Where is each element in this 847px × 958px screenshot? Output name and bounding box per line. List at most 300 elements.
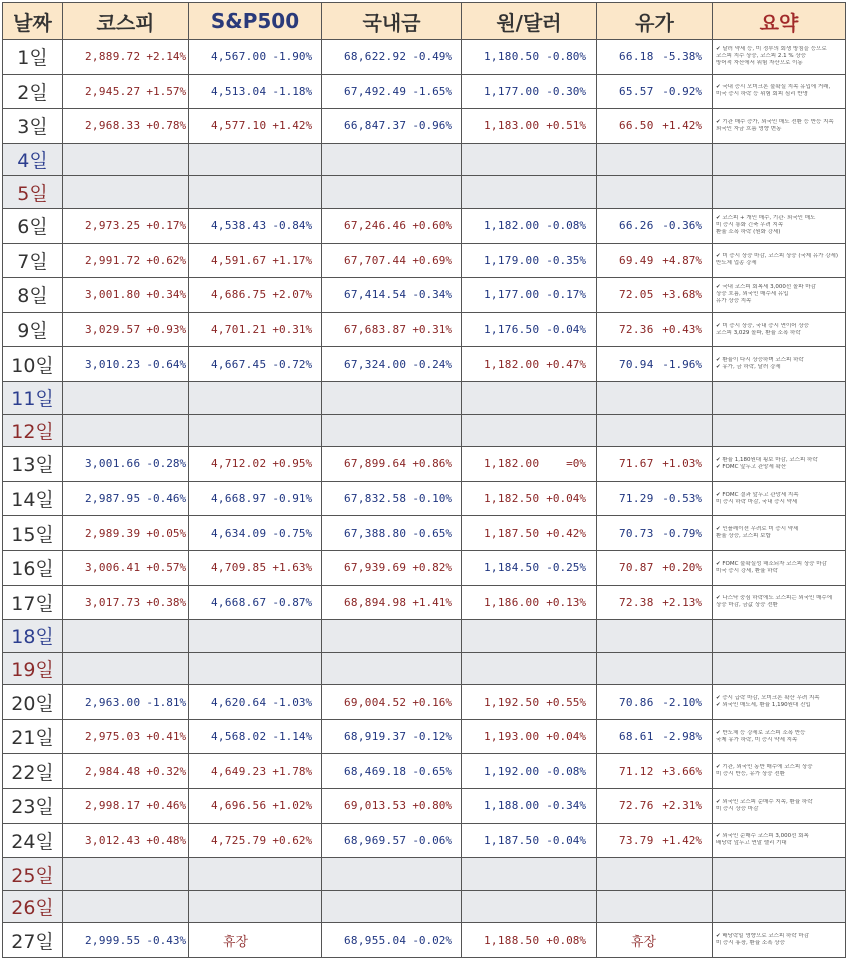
kospi-change: +0.57%	[146, 561, 187, 575]
sp500-value: 4,538.43	[211, 219, 267, 233]
date-cell: 8일	[3, 278, 63, 313]
date-cell: 2일	[3, 74, 63, 109]
table-row	[3, 481, 846, 516]
oil-change: +1.42%	[662, 119, 702, 133]
oil-change: -0.53%	[662, 492, 702, 506]
gold-change: +0.69%	[412, 253, 453, 267]
summary-cell	[713, 754, 846, 789]
sp500-value: 4,567.00	[211, 50, 267, 64]
sp500-cell	[189, 516, 322, 551]
krwusd-value: 1,177.00	[484, 288, 540, 302]
empty-cell	[597, 858, 713, 891]
header-oil: 유가	[597, 3, 713, 40]
summary-line: 미국 증시 하락 등 위험 회피 심리 반영	[716, 91, 808, 98]
krwusd-change: -0.04%	[546, 833, 586, 847]
oil-cell	[597, 109, 713, 144]
summary-line: 방어적 자산에서 위험 자산으로 이동	[716, 60, 803, 67]
table-row	[3, 858, 846, 891]
summary-line: ✔ 미 증시 상승 마감, 코스피 상승 (국제 유가 강세)	[716, 253, 839, 260]
kospi-value: 2,945.27	[85, 84, 141, 98]
date-cell: 15일	[3, 516, 63, 551]
empty-cell	[462, 652, 597, 685]
kospi-change: +0.17%	[146, 219, 187, 233]
krwusd-value: 1,193.00	[484, 730, 540, 744]
kospi-value: 3,012.43	[85, 833, 141, 847]
summary-line: 배당락 앞두고 연말 랠리 기대	[716, 840, 787, 847]
gold-value: 67,414.54	[344, 288, 407, 302]
sp500-change: +1.02%	[272, 799, 313, 813]
summary-cell	[713, 685, 846, 720]
table-row	[3, 620, 846, 653]
sp500-cell	[189, 685, 322, 720]
oil-cell	[597, 823, 713, 858]
kospi-change: +0.41%	[146, 730, 187, 744]
gold-cell	[322, 719, 462, 754]
krwusd-cell	[462, 789, 597, 824]
table-row	[3, 312, 846, 347]
oil-value: 72.76	[619, 799, 654, 813]
date-cell: 12일	[3, 414, 63, 447]
summary-line: 상승 흐름, 외국인 매수세 유입	[716, 291, 789, 298]
kospi-value: 3,001.66	[85, 457, 141, 471]
date-cell: 16일	[3, 550, 63, 585]
sp500-change: -0.91%	[272, 492, 313, 506]
krwusd-value: 1,184.50	[484, 561, 540, 575]
gold-value: 67,388.80	[344, 526, 407, 540]
krwusd-cell	[462, 40, 597, 75]
gold-cell	[322, 823, 462, 858]
summary-line: 미 증시 반등, 유가 상승 전환	[716, 771, 785, 778]
summary-cell	[713, 243, 846, 278]
summary-line: ✔ 환율이 다시 상승하며 코스피 하락	[716, 357, 804, 364]
oil-change: -2.98%	[662, 730, 702, 744]
header-summary: 요약	[713, 3, 846, 40]
kospi-cell	[63, 685, 189, 720]
krwusd-value: 1,182.00	[484, 457, 540, 471]
sp500-value: 4,709.85	[211, 561, 267, 575]
oil-value: 72.36	[619, 323, 654, 337]
sp500-value: 4,696.56	[211, 799, 267, 813]
krwusd-cell	[462, 585, 597, 620]
summary-line: ✔ 미 증시 상승, 국내 증시 연이어 상승	[716, 322, 809, 329]
date-cell: 17일	[3, 585, 63, 620]
gold-value: 68,622.92	[344, 50, 407, 64]
date-cell: 20일	[3, 685, 63, 720]
gold-change: -0.02%	[412, 933, 453, 947]
oil-change: -0.36%	[662, 219, 702, 233]
market-table	[2, 2, 846, 958]
krwusd-cell	[462, 447, 597, 482]
empty-cell	[189, 858, 322, 891]
empty-cell	[462, 381, 597, 414]
oil-change: +3.66%	[662, 764, 702, 778]
empty-cell	[597, 620, 713, 653]
sp500-value: 4,725.79	[211, 833, 267, 847]
table-row	[3, 923, 846, 958]
oil-cell	[597, 447, 713, 482]
sp500-cell	[189, 109, 322, 144]
krwusd-change: -0.04%	[546, 323, 586, 337]
empty-cell	[322, 858, 462, 891]
kospi-value: 2,889.72	[85, 50, 141, 64]
empty-cell	[63, 143, 189, 176]
date-cell: 25일	[3, 858, 63, 891]
krwusd-cell	[462, 719, 597, 754]
summary-line: ✔ 외국인 순매수 코스피 3,000선 회복	[716, 833, 809, 840]
table-row	[3, 719, 846, 754]
sp500-change: +1.42%	[272, 119, 313, 133]
sp500-change: +2.07%	[272, 288, 313, 302]
kospi-change: -1.81%	[146, 695, 187, 709]
empty-cell	[63, 620, 189, 653]
date-cell: 9일	[3, 312, 63, 347]
summary-cell	[713, 278, 846, 313]
summary-line: ✔ FOMC 앞두고 관망세 확산	[716, 463, 787, 470]
date-cell: 14일	[3, 481, 63, 516]
empty-cell	[462, 143, 597, 176]
summary-line: 환율 소폭 하락 (원화 강세)	[716, 229, 781, 236]
sp500-value: 4,568.02	[211, 730, 267, 744]
table-row	[3, 381, 846, 414]
empty-cell	[462, 890, 597, 923]
sp500-value: 4,667.45	[211, 357, 267, 371]
krwusd-cell	[462, 74, 597, 109]
empty-cell	[462, 176, 597, 209]
oil-cell	[597, 585, 713, 620]
empty-cell	[322, 176, 462, 209]
krwusd-value: 1,176.50	[484, 323, 540, 337]
date-cell: 21일	[3, 719, 63, 754]
krwusd-change: -0.08%	[546, 764, 586, 778]
kospi-change: +0.93%	[146, 323, 187, 337]
date-cell: 6일	[3, 208, 63, 243]
sp500-cell	[189, 719, 322, 754]
gold-value: 67,492.49	[344, 84, 407, 98]
header-gold: 국내금	[322, 3, 462, 40]
gold-change: -0.65%	[412, 526, 453, 540]
kospi-change: -0.64%	[146, 357, 187, 371]
gold-cell	[322, 40, 462, 75]
sp500-change: +0.62%	[272, 833, 313, 847]
summary-cell	[713, 40, 846, 75]
krwusd-cell	[462, 923, 597, 958]
summary-line: ✔ 달러 약세 등, 미 정부의 회생 방침을 등으로	[716, 46, 827, 53]
gold-cell	[322, 685, 462, 720]
kospi-cell	[63, 40, 189, 75]
oil-change: +2.13%	[662, 595, 702, 609]
krwusd-change: +0.55%	[546, 695, 586, 709]
date-cell: 3일	[3, 109, 63, 144]
kospi-value: 2,998.17	[85, 799, 141, 813]
gold-value: 69,004.52	[344, 695, 407, 709]
gold-change: -1.65%	[412, 84, 453, 98]
table-row	[3, 143, 846, 176]
oil-cell	[597, 550, 713, 585]
kospi-cell	[63, 719, 189, 754]
gold-change: +0.80%	[412, 799, 453, 813]
gold-value: 67,939.69	[344, 561, 407, 575]
sp500-value: 4,668.97	[211, 492, 267, 506]
kospi-value: 3,017.73	[85, 595, 141, 609]
kospi-change: -0.28%	[146, 457, 187, 471]
oil-change: +2.31%	[662, 799, 702, 813]
table-row	[3, 789, 846, 824]
krwusd-change: +0.04%	[546, 730, 586, 744]
summary-line: ✔ 배당락일 영향으로 코스피 하락 마감	[716, 933, 810, 940]
krwusd-value: 1,192.50	[484, 695, 540, 709]
table-row	[3, 890, 846, 923]
gold-change: +0.31%	[412, 323, 453, 337]
summary-line: 외국인 자금 흐름 영향 변동	[716, 125, 782, 132]
oil-value: 70.87	[619, 561, 654, 575]
table-row	[3, 414, 846, 447]
krwusd-value: 1,180.50	[484, 50, 540, 64]
table-row	[3, 516, 846, 551]
krwusd-value: 1,192.00	[484, 764, 540, 778]
krwusd-cell	[462, 823, 597, 858]
kospi-change: +0.46%	[146, 799, 187, 813]
krwusd-cell	[462, 312, 597, 347]
gold-change: -0.10%	[412, 492, 453, 506]
krwusd-change: +0.04%	[546, 492, 586, 506]
date-cell: 10일	[3, 347, 63, 382]
summary-line: 미 증시 하락 마감, 국내 증시 약세	[716, 498, 798, 505]
gold-cell	[322, 789, 462, 824]
empty-cell	[713, 620, 846, 653]
oil-value: 72.05	[619, 288, 654, 302]
kospi-cell	[63, 481, 189, 516]
oil-change: +1.42%	[662, 833, 702, 847]
krwusd-change: -0.80%	[546, 50, 586, 64]
table-row	[3, 447, 846, 482]
table-row	[3, 278, 846, 313]
header-row	[3, 3, 846, 40]
gold-value: 69,013.53	[344, 799, 407, 813]
empty-cell	[189, 143, 322, 176]
sp500-change: +1.63%	[272, 561, 313, 575]
gold-change: +0.16%	[412, 695, 453, 709]
summary-line: 미 증시 상승 마감	[716, 805, 759, 812]
sp500-value: 4,634.09	[211, 526, 267, 540]
gold-value: 67,324.00	[344, 357, 407, 371]
kospi-value: 3,029.57	[85, 323, 141, 337]
sp500-cell	[189, 550, 322, 585]
summary-cell	[713, 789, 846, 824]
header-krwusd: 원/달러	[462, 3, 597, 40]
kospi-cell	[63, 585, 189, 620]
gold-change: +0.82%	[412, 561, 453, 575]
sp500-change: +0.95%	[272, 457, 313, 471]
kospi-change: +0.48%	[146, 833, 187, 847]
krwusd-change: -0.30%	[546, 84, 586, 98]
kospi-cell	[63, 789, 189, 824]
krwusd-change: +0.47%	[546, 357, 586, 371]
oil-change: -5.38%	[662, 50, 702, 64]
kospi-change: -0.43%	[146, 933, 187, 947]
sp500-change: -1.90%	[272, 50, 313, 64]
summary-cell	[713, 719, 846, 754]
date-cell: 24일	[3, 823, 63, 858]
oil-value: 70.86	[619, 695, 654, 709]
oil-cell	[597, 243, 713, 278]
krwusd-cell	[462, 550, 597, 585]
gold-change: -0.06%	[412, 833, 453, 847]
oil-change: -0.79%	[662, 526, 702, 540]
gold-value: 68,969.57	[344, 833, 407, 847]
sp500-cell	[189, 585, 322, 620]
sp500-cell	[189, 923, 322, 958]
oil-cell	[597, 516, 713, 551]
krwusd-value: 1,177.00	[484, 84, 540, 98]
empty-cell	[597, 143, 713, 176]
kospi-value: 2,963.00	[85, 695, 141, 709]
empty-cell	[322, 381, 462, 414]
sp500-cell	[189, 447, 322, 482]
kospi-value: 3,001.80	[85, 288, 141, 302]
empty-cell	[322, 143, 462, 176]
krwusd-cell	[462, 208, 597, 243]
gold-cell	[322, 447, 462, 482]
gold-value: 68,894.98	[344, 595, 407, 609]
empty-cell	[63, 652, 189, 685]
sp500-change: +0.31%	[272, 323, 313, 337]
krwusd-change: +0.51%	[546, 119, 586, 133]
oil-value: 71.67	[619, 457, 654, 471]
empty-cell	[462, 858, 597, 891]
oil-value: 71.29	[619, 492, 654, 506]
oil-change: +0.20%	[662, 561, 702, 575]
sp500-change: +1.17%	[272, 253, 313, 267]
sp500-change: -1.14%	[272, 730, 313, 744]
gold-cell	[322, 109, 462, 144]
empty-cell	[713, 652, 846, 685]
summary-cell	[713, 550, 846, 585]
gold-value: 68,955.04	[344, 933, 407, 947]
sp500-cell	[189, 312, 322, 347]
summary-line: ✔ 기관 매수 증가, 외국인 매도 전환 등 반등 지속	[716, 118, 834, 125]
date-cell: 1일	[3, 40, 63, 75]
kospi-cell	[63, 550, 189, 585]
kospi-value: 3,006.41	[85, 561, 141, 575]
table-row	[3, 208, 846, 243]
krwusd-change: -0.34%	[546, 799, 586, 813]
krwusd-cell	[462, 685, 597, 720]
krwusd-cell	[462, 516, 597, 551]
kospi-value: 3,010.23	[85, 357, 141, 371]
oil-change: +4.87%	[662, 253, 702, 267]
summary-line: ✔ FOMC 불확실성 해소되자 코스피 상승 마감	[716, 560, 827, 567]
gold-cell	[322, 585, 462, 620]
oil-change: +1.03%	[662, 457, 702, 471]
gold-cell	[322, 516, 462, 551]
empty-cell	[322, 414, 462, 447]
krwusd-value: 1,183.00	[484, 119, 540, 133]
gold-change: -0.65%	[412, 764, 453, 778]
date-cell: 11일	[3, 381, 63, 414]
gold-cell	[322, 243, 462, 278]
date-cell: 7일	[3, 243, 63, 278]
table-row	[3, 823, 846, 858]
oil-change: -2.10%	[662, 695, 702, 709]
kospi-cell	[63, 516, 189, 551]
oil-value: 72.38	[619, 595, 654, 609]
kospi-cell	[63, 243, 189, 278]
empty-cell	[597, 176, 713, 209]
krwusd-value: 1,182.00	[484, 357, 540, 371]
kospi-value: 2,973.25	[85, 219, 141, 233]
kospi-change: +0.05%	[146, 526, 187, 540]
gold-change: +1.41%	[412, 595, 453, 609]
date-cell: 5일	[3, 176, 63, 209]
gold-value: 68,919.37	[344, 730, 407, 744]
empty-cell	[713, 858, 846, 891]
table-row	[3, 550, 846, 585]
table-row	[3, 754, 846, 789]
sp500-value: 4,686.75	[211, 288, 267, 302]
summary-line: 환율 상승, 코스피 보합	[716, 533, 771, 540]
oil-value: 68.61	[619, 730, 654, 744]
summary-line: 미국 증시 강세, 환율 하락	[716, 567, 778, 574]
empty-cell	[63, 414, 189, 447]
date-cell: 18일	[3, 620, 63, 653]
sp500-cell	[189, 823, 322, 858]
oil-cell	[597, 278, 713, 313]
kospi-value: 2,975.03	[85, 730, 141, 744]
kospi-value: 2,999.55	[85, 933, 141, 947]
sp500-change: -0.72%	[272, 357, 313, 371]
gold-value: 68,469.18	[344, 764, 407, 778]
sp500-value: 4,649.23	[211, 764, 267, 778]
empty-cell	[63, 858, 189, 891]
empty-cell	[63, 176, 189, 209]
date-cell: 23일	[3, 789, 63, 824]
summary-line: ✔ 증시 급락 마감, 오미크론 확산 우려 지속	[716, 695, 820, 702]
kospi-change: +2.14%	[146, 50, 187, 64]
kospi-cell	[63, 447, 189, 482]
empty-cell	[713, 890, 846, 923]
header-kospi: 코스피	[63, 3, 189, 40]
oil-cell	[597, 312, 713, 347]
kospi-cell	[63, 754, 189, 789]
sp500-change: -0.87%	[272, 595, 313, 609]
oil-value: 66.50	[619, 119, 654, 133]
summary-line: ✔ 유가, 금 하락, 달러 강세	[716, 364, 781, 371]
sp500-value: 4,701.21	[211, 323, 267, 337]
empty-cell	[63, 890, 189, 923]
closed-label: 휴장	[223, 934, 249, 950]
summary-line: 코스피 3,029 돌파, 환율 소폭 하락	[716, 329, 801, 336]
sp500-cell	[189, 40, 322, 75]
sp500-value: 4,513.04	[211, 84, 267, 98]
empty-cell	[189, 652, 322, 685]
sp500-change: -1.03%	[272, 695, 313, 709]
oil-cell	[597, 208, 713, 243]
oil-value: 71.12	[619, 764, 654, 778]
table-row	[3, 74, 846, 109]
summary-cell	[713, 109, 846, 144]
oil-cell	[597, 74, 713, 109]
gold-cell	[322, 74, 462, 109]
krwusd-cell	[462, 347, 597, 382]
kospi-change: +1.57%	[146, 84, 187, 98]
gold-cell	[322, 347, 462, 382]
kospi-value: 2,984.48	[85, 764, 141, 778]
sp500-cell	[189, 208, 322, 243]
summary-line: ✔ 국내 코스피 회복세 3,000선 돌파 마감	[716, 284, 816, 291]
kospi-change: +0.32%	[146, 764, 187, 778]
table-row	[3, 685, 846, 720]
empty-cell	[322, 620, 462, 653]
